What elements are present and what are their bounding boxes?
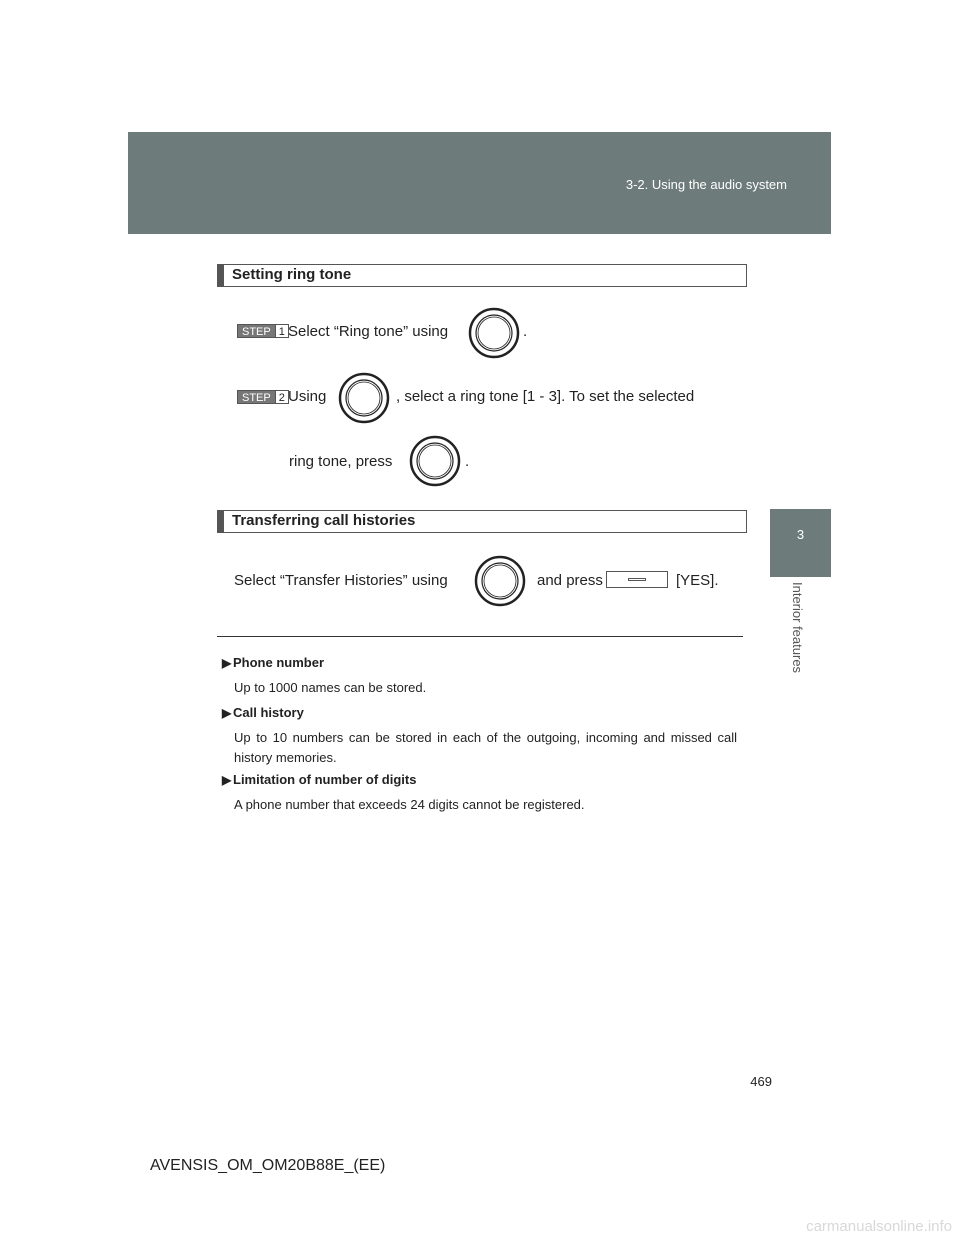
triangle-bullet-icon: ▶ xyxy=(222,773,232,787)
triangle-bullet-icon: ▶ xyxy=(222,706,232,720)
triangle-bullet-icon: ▶ xyxy=(222,656,232,670)
step2-text-end: , select a ring tone [1 - 3]. To set the selected xyxy=(396,388,695,405)
watermark: carmanualsonline.info xyxy=(806,1218,952,1235)
step1-text: Select “Ring tone” using xyxy=(288,323,449,340)
step2-line2: ring tone, press xyxy=(289,453,393,470)
chapter-number: 3 xyxy=(796,527,805,542)
transfer-text-middle: and press xyxy=(537,572,603,589)
section-heading-text: Transferring call histories xyxy=(232,512,416,529)
note-body: Up to 1000 names can be stored. xyxy=(234,680,427,695)
step-badge-1 xyxy=(237,324,289,338)
step2-line2-end: . xyxy=(465,453,470,470)
note-title: ▶ Limitation of number of digits xyxy=(222,772,417,787)
document-code: AVENSIS_OM_OM20B88E_(EE) xyxy=(150,1157,386,1174)
transfer-text-end: [YES]. xyxy=(676,572,719,589)
header-band xyxy=(128,132,831,234)
header-title: 3-2. Using the audio system xyxy=(625,177,787,192)
chapter-label: Interior features xyxy=(790,582,805,674)
tune-select-knob-icon xyxy=(409,435,461,487)
step2-text-start: Using xyxy=(288,388,327,405)
note-body: A phone number that exceeds 24 digits cannot be registered. xyxy=(234,797,585,812)
section-heading-text: Setting ring tone xyxy=(232,266,352,283)
step1-end: . xyxy=(523,323,528,340)
step-number: 2 xyxy=(275,391,288,403)
chapter-tab xyxy=(770,509,831,577)
note-title: ▶ Call history xyxy=(222,705,304,720)
transfer-text-start: Select “Transfer Histories” using xyxy=(234,572,448,589)
step-word: STEP xyxy=(238,325,275,337)
section-heading-ring-tone xyxy=(217,264,747,287)
yes-button-icon xyxy=(606,571,668,588)
divider xyxy=(217,636,743,637)
section-heading-transfer xyxy=(217,510,747,533)
tune-select-knob-icon xyxy=(474,555,526,607)
tune-select-knob-icon xyxy=(468,307,520,359)
step-word: STEP xyxy=(238,391,275,403)
page-number: 469 xyxy=(750,1074,772,1089)
step-number: 1 xyxy=(275,325,288,337)
note-title: ▶ Phone number xyxy=(222,655,325,670)
note-body: Up to 10 numbers can be stored in each of the outgoing, incoming and missed call history memories. xyxy=(234,730,737,765)
tune-select-knob-icon xyxy=(338,372,390,424)
step-badge-2 xyxy=(237,390,289,404)
